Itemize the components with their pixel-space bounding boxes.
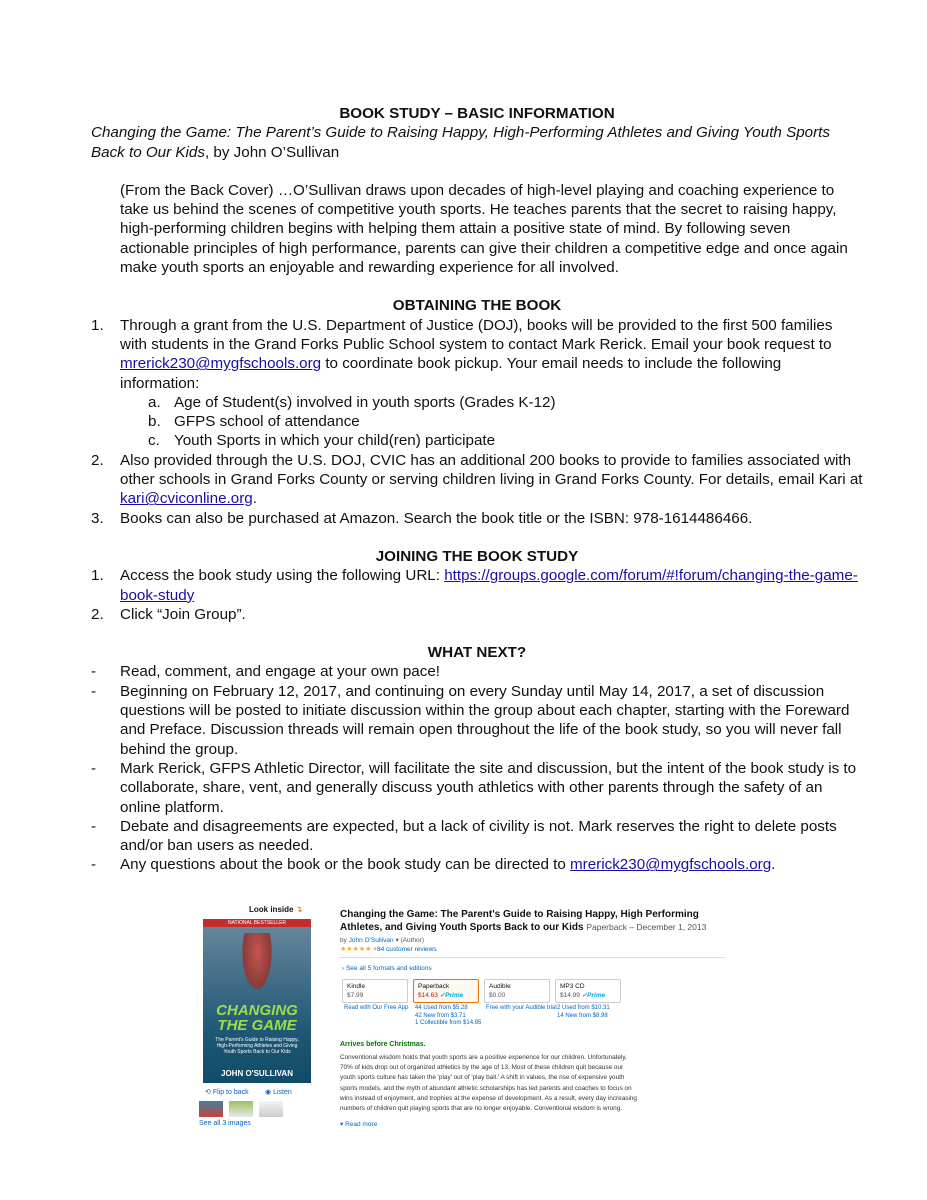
flip-to-back-button[interactable] (205, 1088, 249, 1096)
back-cover-paragraph: (From the Back Cover) …O’Sullivan draws upon decades of high-level playing and coaching experience to take us behind the scenes of competitive youth sports. He teaches parents that the secret to raising happy, high-performing children begins with helping them attain a positive state of mind. By following seven actionable principles of high performance, parents can give their children a competitive edge and once again make youth sports an enjoyable and rewarding experience for all involved. (120, 181, 848, 277)
dash-bullet: - (91, 856, 97, 874)
book-author: , by John O’Sullivan (204, 143, 340, 161)
obtaining-list (91, 316, 863, 528)
author-link[interactable]: John O'Sullivan (348, 937, 394, 944)
sublist-item (148, 412, 863, 431)
flip-icon: ⟲ (205, 1089, 211, 1096)
joining-item-1 (91, 566, 863, 605)
list-text: . (771, 856, 776, 874)
what-next-item (91, 682, 863, 759)
reviews-link[interactable]: 84 customer reviews (377, 946, 437, 953)
format-date: Paperback – December 1, 2013 (586, 922, 707, 932)
list-text: Any questions about the book or the book study can be directed to (120, 856, 571, 874)
list-text: to coordinate book pickup. Your email needs to include the following information: (120, 355, 782, 392)
book-title-italic: Changing the Game: The Parent’s Guide to Raising Happy, High-Performing Athletes and Giving Youth Sports Back to Our Kids (91, 124, 830, 161)
read-more-link[interactable]: ▾ Read more (340, 1121, 378, 1128)
joining-heading: JOINING THE BOOK STUDY (375, 547, 579, 565)
cover-figure (239, 933, 275, 997)
format-audible-offers (486, 1005, 557, 1013)
cover-badge: NATIONAL BESTSELLER (203, 919, 311, 927)
group-url-link[interactable]: https://groups.google.com/forum/#!forum/changing-the-game-book-study (120, 567, 858, 604)
sublist-text: GFPS school of attendance (174, 413, 360, 431)
product-title (340, 908, 725, 934)
list-number: 1. (91, 316, 104, 334)
list-number: 3. (91, 509, 104, 527)
format-mp3-cd[interactable] (555, 979, 621, 1003)
offer-link[interactable]: Free with your Audible trial (486, 1005, 557, 1011)
document-body (91, 104, 863, 875)
book-cover-image[interactable] (203, 919, 311, 1083)
format-price: $14.63 (418, 992, 438, 999)
star-rating[interactable]: ★★★★★ ▾ (340, 946, 377, 953)
cover-subtitle: The Parent's Guide to Raising Happy, High-Performing Athletes and Giving Youth Sports Back to Our Kids (215, 1037, 299, 1055)
see-formats-link[interactable]: › See all 5 formats and editions (342, 965, 432, 972)
author-role: ▾ (Author) (393, 937, 424, 944)
offer-link[interactable]: 44 Used from $5.28 (415, 1005, 468, 1011)
obtaining-item-1 (91, 316, 863, 451)
audio-icon: ◉ (265, 1089, 272, 1096)
format-kindle[interactable] (342, 979, 408, 1003)
list-text: Read, comment, and engage at your own pace! (120, 663, 440, 681)
what-next-item (91, 662, 863, 681)
email-link-mrerick-2[interactable]: mrerick230@mygfschools.org (570, 856, 772, 874)
listen-button[interactable] (265, 1088, 292, 1096)
offer-link[interactable]: 2 Used from $10.31 (557, 1005, 610, 1011)
author-line: by John O'Sullivan ▾ (Author) (340, 937, 424, 944)
format-price: $7.99 (347, 992, 364, 999)
offer-link[interactable]: 14 New from $8.98 (557, 1012, 608, 1019)
format-price: $14.99 (560, 992, 580, 999)
dash-bullet: - (91, 817, 97, 835)
format-name: Kindle (347, 983, 366, 990)
offer-link[interactable]: 42 New from $3.71 (415, 1012, 466, 1019)
flip-label: Flip to back (212, 1089, 249, 1096)
offer-link[interactable]: 1 Collectible from $14.95 (415, 1020, 482, 1026)
list-text: Books can also be purchased at Amazon. Search the book title or the ISBN: 978-1614486466. (120, 509, 753, 527)
dash-bullet: - (91, 663, 97, 681)
divider (340, 957, 725, 958)
sublist-letter: a. (148, 393, 161, 411)
prime-badge: ✓Prime (581, 992, 606, 999)
email-link-kari[interactable]: kari@cviconline.org (120, 490, 253, 508)
sublist-item (148, 431, 863, 450)
amazon-product-screenshot (197, 905, 729, 1130)
format-paperback[interactable] (413, 979, 479, 1003)
format-mp3-offers (557, 1005, 610, 1020)
image-thumbnails (199, 1101, 299, 1117)
what-next-item (91, 759, 863, 817)
cover-title: CHANGING THE GAME (216, 1002, 298, 1034)
sublist-item (148, 393, 863, 412)
what-next-list (91, 662, 863, 874)
obtaining-item-3 (91, 509, 863, 528)
product-title-text: Changing the Game: The Parent's Guide to Raising Happy, High Performing Athletes, and Giving Youth Sports Back to our Kids (340, 909, 699, 933)
look-inside-arrow-icon: ↴ (295, 905, 303, 914)
sublist-text: Age of Student(s) involved in youth sports (Grades K-12) (174, 393, 556, 411)
list-number: 1. (91, 567, 104, 585)
list-text: Mark Rerick, GFPS Athletic Director, will facilitate the site and discussion, but the intent of the book study is to collaborate, share, vent, and generally discuss youth athletics with other parents through the safety of an online platform. (120, 759, 857, 816)
format-audible[interactable] (484, 979, 550, 1003)
thumbnail-1[interactable] (199, 1101, 223, 1117)
format-name: MP3 CD (560, 983, 585, 990)
page-title: BOOK STUDY – BASIC INFORMATION (339, 105, 615, 122)
info-sublist (120, 393, 863, 451)
format-kindle-offers (344, 1005, 408, 1013)
list-text: Through a grant from the U.S. Department of Justice (DOJ), books will be provided to the first 500 families with students in the Grand Forks Public School system to contact Mark Rerick. Email your book request to (120, 316, 833, 353)
format-name: Audible (489, 983, 511, 990)
list-text: Beginning on February 12, 2017, and continuing on every Sunday until May 14, 2017, a set of discussion questions will be posted to initiate discussion within the group about each chapter, starting with the Foreward and Preface. Discussion threads will remain open throughout the life of the book study, so you will never fall behind the group. (120, 682, 850, 758)
look-inside-text: Look inside (249, 905, 294, 914)
list-number: 2. (91, 451, 104, 469)
what-next-heading: WHAT NEXT? (427, 644, 527, 662)
obtaining-item-2 (91, 451, 863, 509)
book-title (91, 123, 863, 162)
cover-author: JOHN O'SULLIVAN (221, 1069, 293, 1078)
thumbnail-2[interactable] (229, 1101, 253, 1117)
joining-list (91, 566, 863, 624)
joining-item-2 (91, 605, 863, 624)
offer-link[interactable]: Read with Our Free App (344, 1005, 409, 1011)
list-text: . (252, 490, 257, 508)
prime-badge: ✓Prime (439, 992, 464, 999)
look-inside-label[interactable] (249, 905, 302, 914)
sublist-text: Youth Sports in which your child(ren) participate (174, 432, 496, 450)
delivery-note: Arrives before Christmas. (340, 1041, 426, 1048)
product-description: Conventional wisdom holds that youth sports are a positive experience for our children. Unfortunately, 70% of kids drop out of organized athletics by the age of 13. Most of these children quit because our youth sports culture has taken the 'play' out of 'play ball.' A shift in values, the rise of expensive youth sports models, and the myth of abundant athletic scholarships has led parents and coaches to focus on wins instead of enjoyment, and trophies at the expense of development. As a result, every day increasing numbers of children quit playing sports that are no longer enjoyable. Conventional wisdom is wrong. (340, 1054, 637, 1113)
sublist-letter: b. (148, 413, 161, 431)
obtaining-heading: OBTAINING THE BOOK (392, 297, 562, 315)
format-price: $0.00 (489, 992, 506, 999)
sublist-letter: c. (148, 432, 160, 450)
what-next-item (91, 817, 863, 856)
format-name: Paperback (418, 983, 450, 990)
list-text: Debate and disagreements are expected, but a lack of civility is not. Mark reserves the right to delete posts and/or ban users as needed. (120, 817, 837, 855)
dash-bullet: - (91, 682, 97, 700)
list-number: 2. (91, 605, 104, 623)
listen-label: Listen (273, 1089, 292, 1096)
thumbnail-3[interactable] (259, 1101, 283, 1117)
list-text: Also provided through the U.S. DOJ, CVIC has an additional 200 books to provide to families associated with other schools in Grand Forks County or serving children living in Grand Forks County. For details, email Kari at (120, 451, 863, 489)
see-all-images-link[interactable]: See all 3 images (199, 1120, 251, 1127)
what-next-item (91, 855, 863, 874)
list-text: Access the book study using the following URL: (120, 567, 445, 585)
format-paperback-offers (415, 1005, 481, 1028)
dash-bullet: - (91, 759, 97, 777)
email-link-mrerick[interactable]: mrerick230@mygfschools.org (120, 355, 322, 373)
list-text: Click “Join Group”. (120, 605, 246, 623)
